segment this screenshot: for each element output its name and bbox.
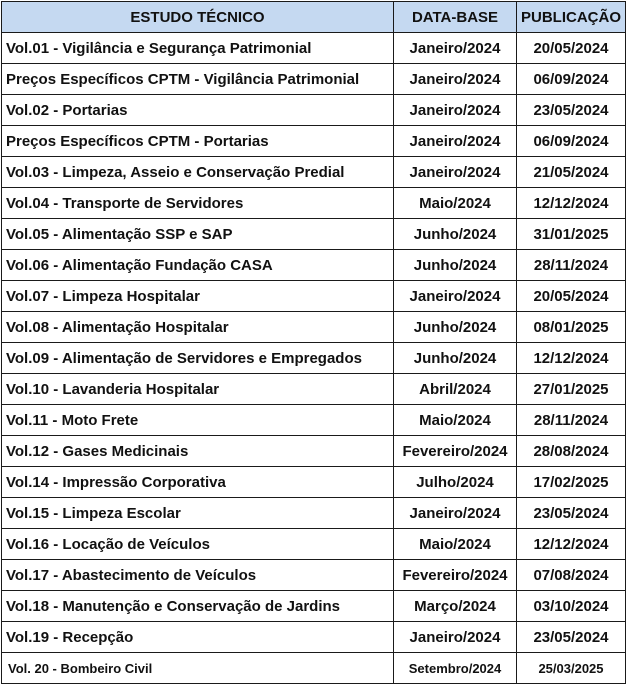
table-row: [2, 64, 626, 95]
cell-data-base: Janeiro/2024: [394, 64, 517, 95]
cell-data-base: Janeiro/2024: [394, 95, 517, 126]
cell-estudo-tecnico: Vol. 20 - Bombeiro Civil: [2, 653, 394, 684]
cell-estudo-tecnico: Vol.02 - Portarias: [2, 95, 394, 126]
cell-data-base: Março/2024: [394, 591, 517, 622]
cell-estudo-tecnico: Vol.08 - Alimentação Hospitalar: [2, 312, 394, 343]
table-row: [2, 126, 626, 157]
cell-publicacao: 03/10/2024: [517, 591, 626, 622]
cell-estudo-tecnico: Vol.03 - Limpeza, Asseio e Conservação Predial: [2, 157, 394, 188]
cell-data-base: Janeiro/2024: [394, 622, 517, 653]
cell-estudo-tecnico: Vol.19 - Recepção: [2, 622, 394, 653]
table-row: [2, 591, 626, 622]
table-row: [2, 653, 626, 684]
cell-data-base: Junho/2024: [394, 343, 517, 374]
header-publicacao: PUBLICAÇÃO: [517, 2, 626, 33]
table-body: [2, 33, 626, 684]
cell-publicacao: 12/12/2024: [517, 188, 626, 219]
table-row: [2, 312, 626, 343]
estudos-tecnicos-table: [1, 1, 626, 684]
cell-data-base: Fevereiro/2024: [394, 560, 517, 591]
cell-data-base: Janeiro/2024: [394, 157, 517, 188]
cell-data-base: Janeiro/2024: [394, 498, 517, 529]
table-row: [2, 529, 626, 560]
cell-data-base: Junho/2024: [394, 219, 517, 250]
table-row: [2, 95, 626, 126]
cell-publicacao: 20/05/2024: [517, 281, 626, 312]
header-row: [2, 2, 626, 33]
cell-data-base: Maio/2024: [394, 405, 517, 436]
cell-data-base: Abril/2024: [394, 374, 517, 405]
cell-estudo-tecnico: Vol.07 - Limpeza Hospitalar: [2, 281, 394, 312]
table-row: [2, 33, 626, 64]
table-row: [2, 250, 626, 281]
cell-estudo-tecnico: Vol.04 - Transporte de Servidores: [2, 188, 394, 219]
cell-publicacao: 25/03/2025: [517, 653, 626, 684]
cell-data-base: Janeiro/2024: [394, 33, 517, 64]
cell-publicacao: 28/08/2024: [517, 436, 626, 467]
cell-publicacao: 31/01/2025: [517, 219, 626, 250]
cell-estudo-tecnico: Vol.10 - Lavanderia Hospitalar: [2, 374, 394, 405]
table-row: [2, 467, 626, 498]
cell-publicacao: 27/01/2025: [517, 374, 626, 405]
cell-publicacao: 07/08/2024: [517, 560, 626, 591]
table-row: [2, 157, 626, 188]
cell-publicacao: 17/02/2025: [517, 467, 626, 498]
cell-data-base: Setembro/2024: [394, 653, 517, 684]
table-row: [2, 343, 626, 374]
table-row: [2, 498, 626, 529]
cell-publicacao: 20/05/2024: [517, 33, 626, 64]
cell-data-base: Junho/2024: [394, 250, 517, 281]
cell-publicacao: 28/11/2024: [517, 405, 626, 436]
cell-data-base: Janeiro/2024: [394, 281, 517, 312]
cell-data-base: Fevereiro/2024: [394, 436, 517, 467]
cell-estudo-tecnico: Preços Específicos CPTM - Vigilância Patrimonial: [2, 64, 394, 95]
cell-publicacao: 12/12/2024: [517, 343, 626, 374]
table-row: [2, 188, 626, 219]
table-row: [2, 374, 626, 405]
table-row: [2, 219, 626, 250]
cell-publicacao: 23/05/2024: [517, 498, 626, 529]
cell-estudo-tecnico: Vol.11 - Moto Frete: [2, 405, 394, 436]
table-row: [2, 560, 626, 591]
table-header: [2, 2, 626, 33]
cell-estudo-tecnico: Vol.16 - Locação de Veículos: [2, 529, 394, 560]
cell-data-base: Junho/2024: [394, 312, 517, 343]
header-data-base: DATA-BASE: [394, 2, 517, 33]
cell-publicacao: 23/05/2024: [517, 95, 626, 126]
cell-estudo-tecnico: Vol.18 - Manutenção e Conservação de Jardins: [2, 591, 394, 622]
cell-estudo-tecnico: Vol.15 - Limpeza Escolar: [2, 498, 394, 529]
cell-estudo-tecnico: Vol.09 - Alimentação de Servidores e Empregados: [2, 343, 394, 374]
cell-data-base: Janeiro/2024: [394, 126, 517, 157]
cell-data-base: Maio/2024: [394, 188, 517, 219]
cell-estudo-tecnico: Vol.05 - Alimentação SSP e SAP: [2, 219, 394, 250]
cell-publicacao: 23/05/2024: [517, 622, 626, 653]
table-row: [2, 405, 626, 436]
cell-publicacao: 21/05/2024: [517, 157, 626, 188]
cell-data-base: Julho/2024: [394, 467, 517, 498]
table-row: [2, 436, 626, 467]
cell-publicacao: 06/09/2024: [517, 64, 626, 95]
cell-estudo-tecnico: Preços Específicos CPTM - Portarias: [2, 126, 394, 157]
cell-publicacao: 08/01/2025: [517, 312, 626, 343]
cell-estudo-tecnico: Vol.12 - Gases Medicinais: [2, 436, 394, 467]
cell-estudo-tecnico: Vol.14 - Impressão Corporativa: [2, 467, 394, 498]
cell-publicacao: 28/11/2024: [517, 250, 626, 281]
cell-data-base: Maio/2024: [394, 529, 517, 560]
cell-publicacao: 06/09/2024: [517, 126, 626, 157]
cell-publicacao: 12/12/2024: [517, 529, 626, 560]
cell-estudo-tecnico: Vol.01 - Vigilância e Segurança Patrimonial: [2, 33, 394, 64]
header-estudo-tecnico: ESTUDO TÉCNICO: [2, 2, 394, 33]
cell-estudo-tecnico: Vol.06 - Alimentação Fundação CASA: [2, 250, 394, 281]
cell-estudo-tecnico: Vol.17 - Abastecimento de Veículos: [2, 560, 394, 591]
table-row: [2, 622, 626, 653]
table-row: [2, 281, 626, 312]
